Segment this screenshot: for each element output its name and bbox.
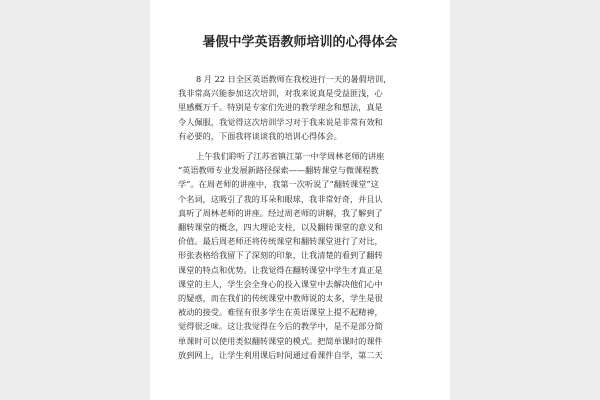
text-line: 8 月 22 日全区英语教师在我校进行一天的暑假培训，: [196, 74, 392, 84]
text-line: 上午我们聆听了江苏省镇江第一中学周林老师的讲座: [196, 151, 385, 162]
text-line: 放到网上，让学生利用课后时间通过看课件自学，第二天: [178, 349, 383, 360]
text-line: 真听了周林老师的讲座。经过周老师的讲解，我了解到了: [178, 207, 383, 218]
text-line: 课堂的主人，学生会全身心的投入课堂中去解决他们心中: [178, 278, 383, 289]
text-line: 价值。最后周老师还将传统课堂和翻转课堂进行了对比，: [178, 236, 383, 247]
text-line: “英语教师专业发展新路径探索——翻转课堂与微课程教: [178, 165, 379, 176]
text-line: 课堂的特点和优势。让我觉得在翻转课堂中学生才真正是: [178, 264, 383, 275]
document-page: [150, 0, 450, 400]
text-line: 个名词，这吸引了我的耳朵和眼球，我非常好奇，并且认: [178, 193, 383, 204]
text-line: 形张表格给我留下了深刻的印象，让我清楚的看到了翻转: [178, 250, 383, 261]
text-line: 翻转课堂的概念，四大理论支柱，以及翻转课堂的意义和: [178, 222, 383, 233]
paragraph: [178, 72, 422, 143]
document-title: 暑假中学英语教师培训的心得体会: [202, 35, 398, 50]
text-line: 我非常高兴能参加这次培训，对我来说真是受益匪浅，心: [178, 88, 383, 99]
text-line: 里感概万千。特别是专家们先进的教学理念和想法，真是: [178, 102, 383, 113]
document-body: [178, 72, 422, 362]
text-line: 单课时可以使用类似翻转课堂的模式。把简单课时的课件: [178, 335, 383, 346]
text-line: 被动的接受。难怪有很多学生在英语课堂上提不起精神，: [178, 307, 383, 318]
paragraph: [178, 149, 422, 362]
text-line: 令人佩服，我觉得这次培训学习对于我来说是非常有效和: [178, 116, 383, 127]
text-line: 学”。在周老师的讲座中，我第一次听说了“翻转课堂”这: [178, 179, 379, 190]
text-line: 有必要的，下面我将谈谈我的培训心得体会。: [178, 130, 342, 141]
text-line: 觉得很乏味。这让我觉得在今后的教学中，是不是部分简: [178, 321, 383, 332]
text-line: 的疑惑，而在我们的传统课堂中教师说的太多，学生是很: [178, 293, 383, 304]
